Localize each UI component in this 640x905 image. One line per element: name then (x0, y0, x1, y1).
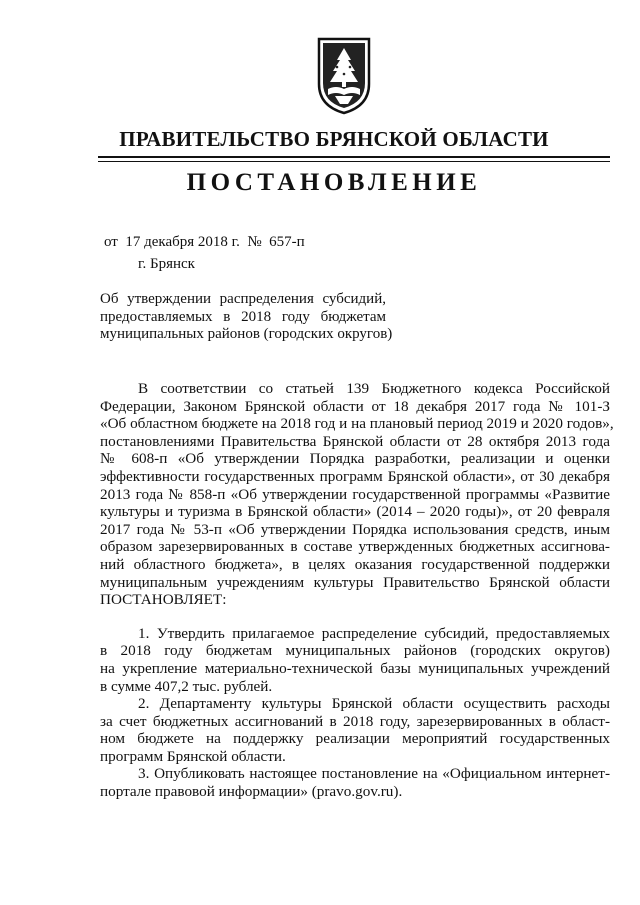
city-line: г. Брянск (138, 256, 195, 272)
header-divider (98, 156, 610, 158)
preamble-line: Федерации, Законом Брянской области от 18 декабря 2017 года № 101-З (100, 397, 610, 415)
header-divider-thin (98, 161, 610, 162)
subject-line: муниципальных районов (городских округов) (100, 326, 393, 342)
item-1-line: в сумме 407,2 тыс. рублей. (100, 677, 273, 695)
item-1-line: на укрепление материально-технической базы муниципальных учреждений (100, 659, 610, 677)
preamble-line: 2013 года № 858-п «Об утверждении государственной программы «Развитие (100, 485, 610, 503)
date-number-line (104, 234, 305, 251)
preamble-line: муниципальным учреждениям культуры Правительство Брянской области (100, 573, 610, 591)
preamble-line: «Об областном бюджете на 2018 год и на плановый период 2019 и 2020 годов», (100, 415, 614, 433)
item-3-line: 3. Опубликовать настоящее постановление на «Официальном интернет- (138, 765, 610, 783)
document-type-heading: ПОСТАНОВЛЕНИЕ (186, 169, 482, 196)
preamble-line: культуры и туризма в Брянской области» (2014 – 2020 годы)», от 20 февраля (100, 503, 610, 521)
item-1-line: в 2018 году бюджетам муниципальных районов (городских округов) (100, 642, 610, 660)
preamble-line: ний областного бюджета», в целях оказания государственной поддержки (100, 555, 610, 573)
item-1-line: 1. Утвердить прилагаемое распределение субсидий, предоставляемых (138, 624, 610, 642)
item-2-line: за счет бюджетных ассигнований в 2018 году, зарезервированных в област- (100, 712, 610, 730)
preamble-line: образом зарезервированных в составе утвержденных бюджетных ассигнова- (100, 538, 610, 556)
document-date: 17 декабря 2018 г. (125, 234, 240, 250)
preamble-line: В соответствии со статьей 139 Бюджетного кодекса Российской (138, 380, 610, 397)
preamble-line: 2017 года № 53-п «Об утверждении Порядка использования средств, иным (100, 520, 610, 538)
resolves-word: ПОСТАНОВЛЯЕТ: (100, 591, 227, 609)
item-2-line: программ Брянской области. (100, 747, 286, 765)
item-3-line: портале правовой информации» (pravo.gov.ru). (100, 783, 403, 801)
preamble-line: постановлениями Правительства Брянской области от 28 октября 2013 года (100, 432, 610, 450)
subject-line: предоставляемых в 2018 году бюджетам (100, 308, 386, 325)
coat-of-arms-icon (315, 36, 373, 116)
document-number: 657-п (269, 234, 305, 250)
government-title: ПРАВИТЕЛЬСТВО БРЯНСКОЙ ОБЛАСТИ (119, 127, 549, 151)
document-body (100, 380, 614, 801)
preamble-line: эффективности государственных программ Брянской области», от 30 декабря (100, 467, 610, 485)
preamble-line: № 608-п «Об утверждении Порядка разработки, реализации и оценки (100, 450, 610, 468)
number-sign: № (247, 234, 262, 250)
item-2-line: ном бюджете на поддержку реализации мероприятий государственных (100, 730, 610, 748)
item-2-line: 2. Департаменту культуры Брянской области осуществить расходы (138, 695, 610, 713)
subject-line: Об утверждении распределения субсидий, (100, 291, 386, 307)
subject-block (100, 291, 393, 344)
from-label: от (104, 234, 118, 250)
